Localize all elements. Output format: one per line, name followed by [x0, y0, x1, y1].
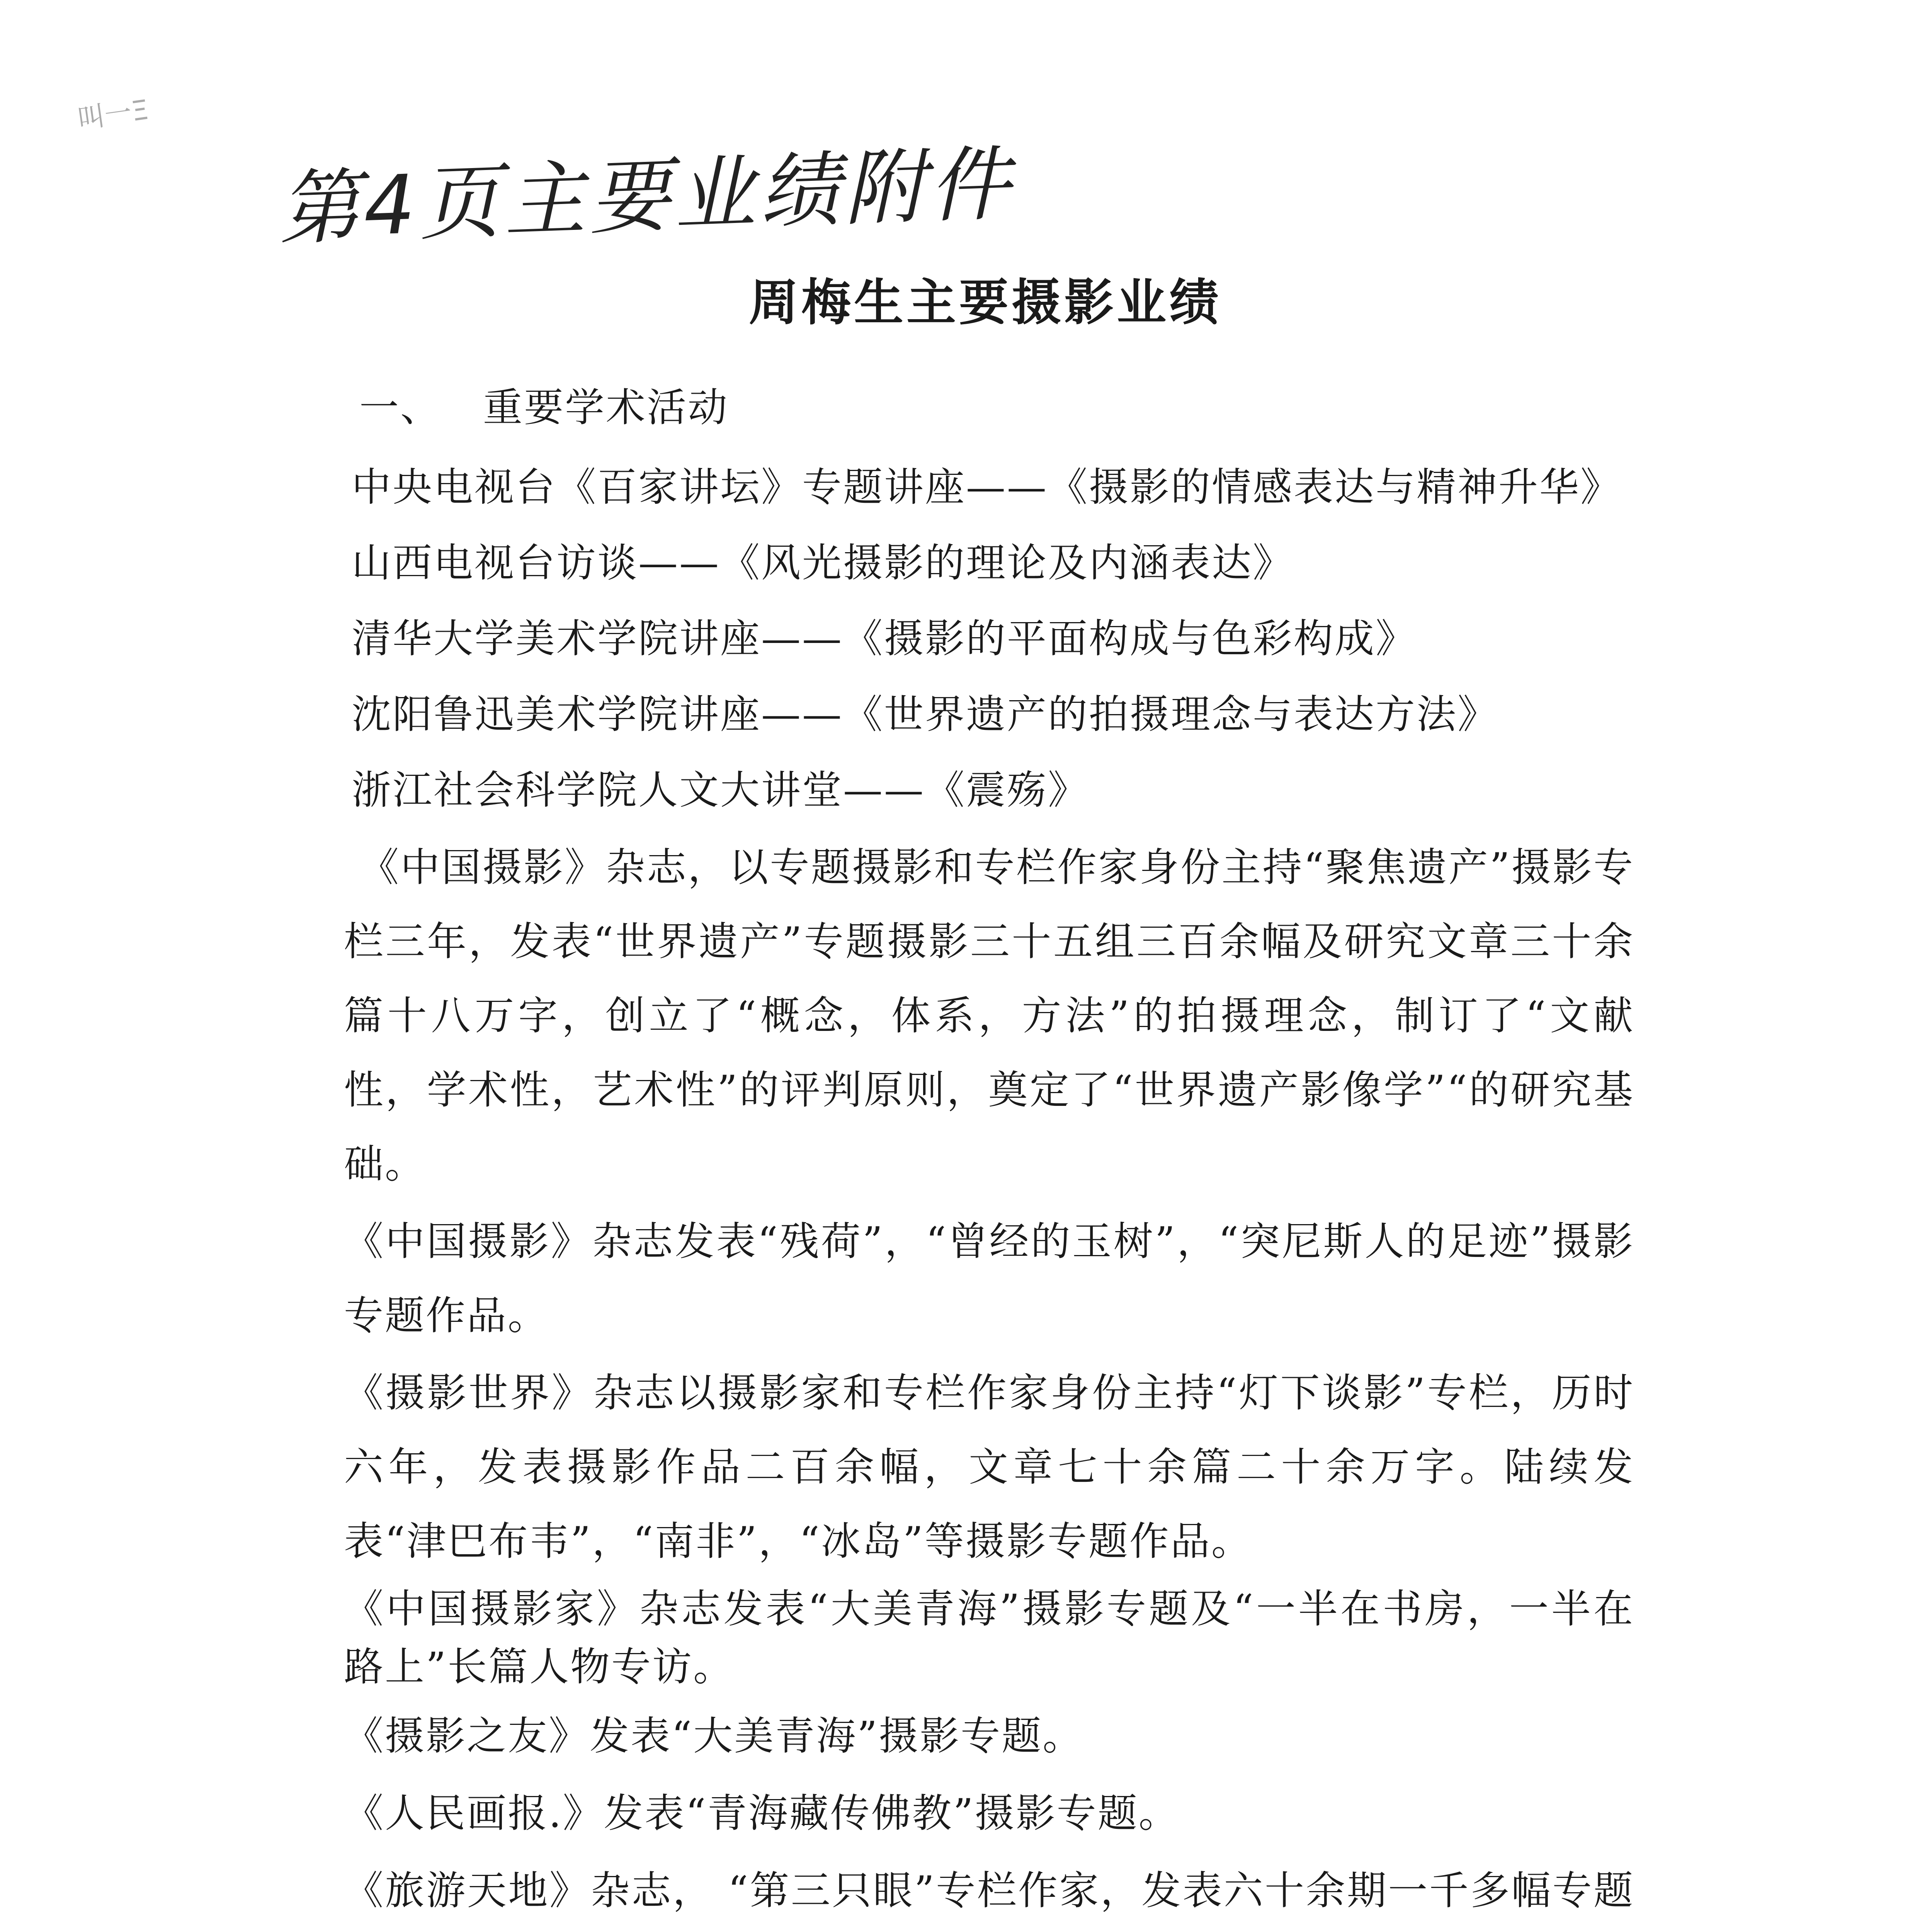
activity-item: 清华大学美术学院讲座——《摄影的平面构成与色彩构成》	[352, 616, 1417, 662]
section-title: 重要学术活动	[483, 385, 729, 431]
activity-item: 沈阳鲁迅美术学院讲座——《世界遗产的拍摄理念与表达方法》	[352, 692, 1498, 738]
corner-scribble: 叫一Ξ	[75, 94, 151, 135]
activity-item: 中央电视台《百家讲坛》专题讲座——《摄影的情感表达与精神升华》	[352, 464, 1621, 510]
body-paragraph: 《中国摄影》杂志发表“残荷”，“曾经的玉树”，“突尼斯人的足迹”摄影专题作品。	[344, 1219, 1634, 1339]
activity-item: 山西电视台访谈——《风光摄影的理论及内涵表达》	[352, 540, 1294, 586]
section-heading	[344, 371, 1634, 445]
body-paragraph: 《人民画报.》发表“青海藏传佛教”摄影专题。	[344, 1791, 1180, 1837]
section-number: 一、	[359, 385, 441, 431]
body-paragraph: 《中国摄影》杂志，以专题摄影和专栏作家身份主持“聚焦遗产”摄影专栏三年，发表“世界遗产”专题摄影三十五组三百余幅及研究文章三十余篇十八万字，创立了“概念，体系，方法”的拍摄理念，制订了“文献性，学术性，艺术性”的评判原则，奠定了“世界遗产影像学”“的研究基础。	[344, 845, 1634, 1187]
body-paragraph: 《旅游天地》杂志， “第三只眼”专栏作家，发表六十余期一千多幅专题	[344, 1868, 1634, 1914]
handwritten-annotation: 第4页主要业绩附件	[277, 136, 1015, 257]
document-title: 周梅生主要摄影业绩	[748, 274, 1222, 332]
body-paragraph: 《中国摄影家》杂志发表“大美青海”摄影专题及“一半在书房，一半在路上”长篇人物专访。	[344, 1586, 1634, 1690]
body-paragraph: 《摄影之友》发表“大美青海”摄影专题。	[344, 1713, 1084, 1759]
activity-item: 浙江社会科学院人文大讲堂——《震殇》	[352, 767, 1089, 813]
document-body	[344, 371, 1634, 1932]
body-paragraph: 《摄影世界》杂志以摄影家和专栏作家身份主持“灯下谈影”专栏，历时六年，发表摄影作品二百余幅，文章七十余篇二十余万字。陆续发表“津巴布韦”，“南非”，“冰岛”等摄影专题作品。	[344, 1370, 1634, 1565]
